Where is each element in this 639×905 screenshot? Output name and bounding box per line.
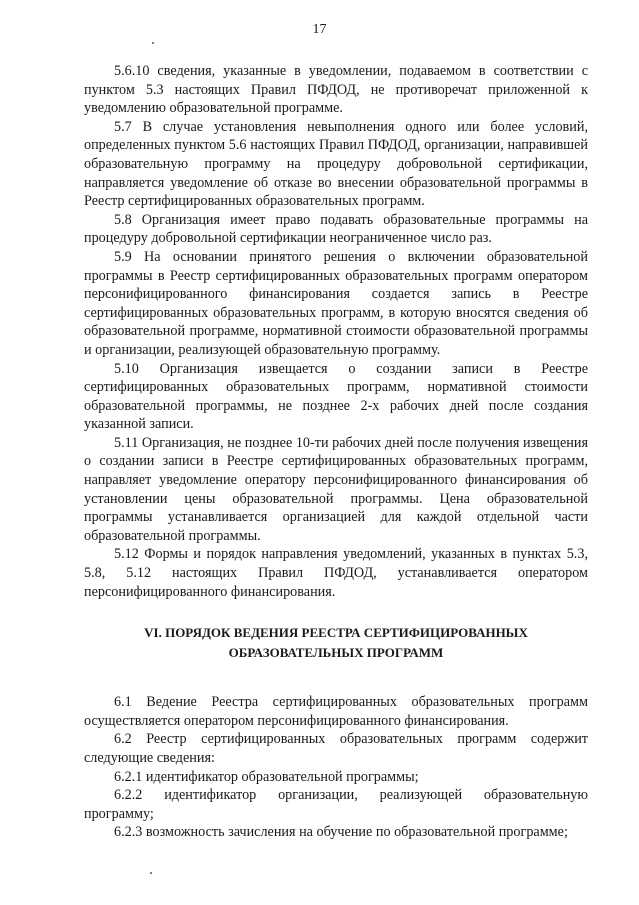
paragraph-6-2-3: 6.2.3 возможность зачисления на обучение по образовательной программе; xyxy=(114,824,568,841)
paragraph-5-11: 5.11 Организация, не позднее 10-ти рабочих дней после получения извещения о создании записи в Реестре сертифицированных образовательных программ, направляет уведомление оператору персонифицированного финансирования об установлении цены образовательной программы. Цена образовательной программы устанавливается организацией для каждой отдельной части образовательной программы. xyxy=(84,434,588,544)
paragraph-6-2-2: 6.2.2 идентификатор организации, реализующей образовательную программу; xyxy=(84,787,588,822)
paragraph-6-2-1: 6.2.1 идентификатор образовательной программы; xyxy=(114,768,419,785)
page-number: 17 xyxy=(312,22,327,37)
scan-speck xyxy=(150,872,152,874)
paragraph-6-2: 6.2 Реестр сертифицированных образовательных программ содержит следующие сведения: xyxy=(84,731,588,766)
paragraph-5-6-10: 5.6.10 сведения, указанные в уведомлении, подаваемом в соответствии с пунктом 5.3 настоящих Правил ПФДОД, не противоречат приложенной к уведомлению образовательной программе. xyxy=(84,63,588,117)
paragraph-5-12: 5.12 Формы и порядок направления уведомлений, указанных в пунктах 5.3, 5.8, 5.12 настоящих Правил ПФДОД, устанавливается оператором персонифицированного финансирования. xyxy=(84,546,588,600)
scan-speck xyxy=(152,42,154,44)
paragraph-5-10: 5.10 Организация извещается о создании записи в Реестре сертифицированных образовательных программ, нормативной стоимости образовательной программы, не позднее 2-х рабочих дней после создания указанной записи. xyxy=(84,360,588,433)
paragraph-5-9: 5.9 На основании принятого решения о включении образовательной программы в Реестр сертифицированных образовательных программ оператором персонифицированного финансирования создается запись в Реестре сертифицированных образовательных программ, в которую вносятся сведения об образовательной программе, нормативной стоимости образовательной программы и организации, реализующей образовательную программу. xyxy=(84,248,588,358)
document-body xyxy=(84,62,588,842)
paragraph-5-7: 5.7 В случае установления невыполнения одного или более условий, определенных пунктом 5.6 настоящих Правил ПФДОД, организации, направившей образовательную программу на процедуру добровольной сертификации, направляется уведомление об отказе во внесении образовательной программы в Реестр сертифицированных образовательных программ. xyxy=(84,118,588,210)
section-heading-line1: VI. ПОРЯДОК ВЕДЕНИЯ РЕЕСТРА СЕРТИФИЦИРОВАННЫХ xyxy=(144,625,528,641)
paragraph-6-1: 6.1 Ведение Реестра сертифицированных образовательных программ осуществляется оператором персонифицированного финансирования. xyxy=(84,694,588,729)
paragraph-5-8: 5.8 Организация имеет право подавать образовательные программы на процедуру добровольной сертификации неограниченное число раз. xyxy=(84,211,588,247)
section-heading-line2: ОБРАЗОВАТЕЛЬНЫХ ПРОГРАММ xyxy=(228,645,444,661)
section-heading xyxy=(84,623,588,663)
